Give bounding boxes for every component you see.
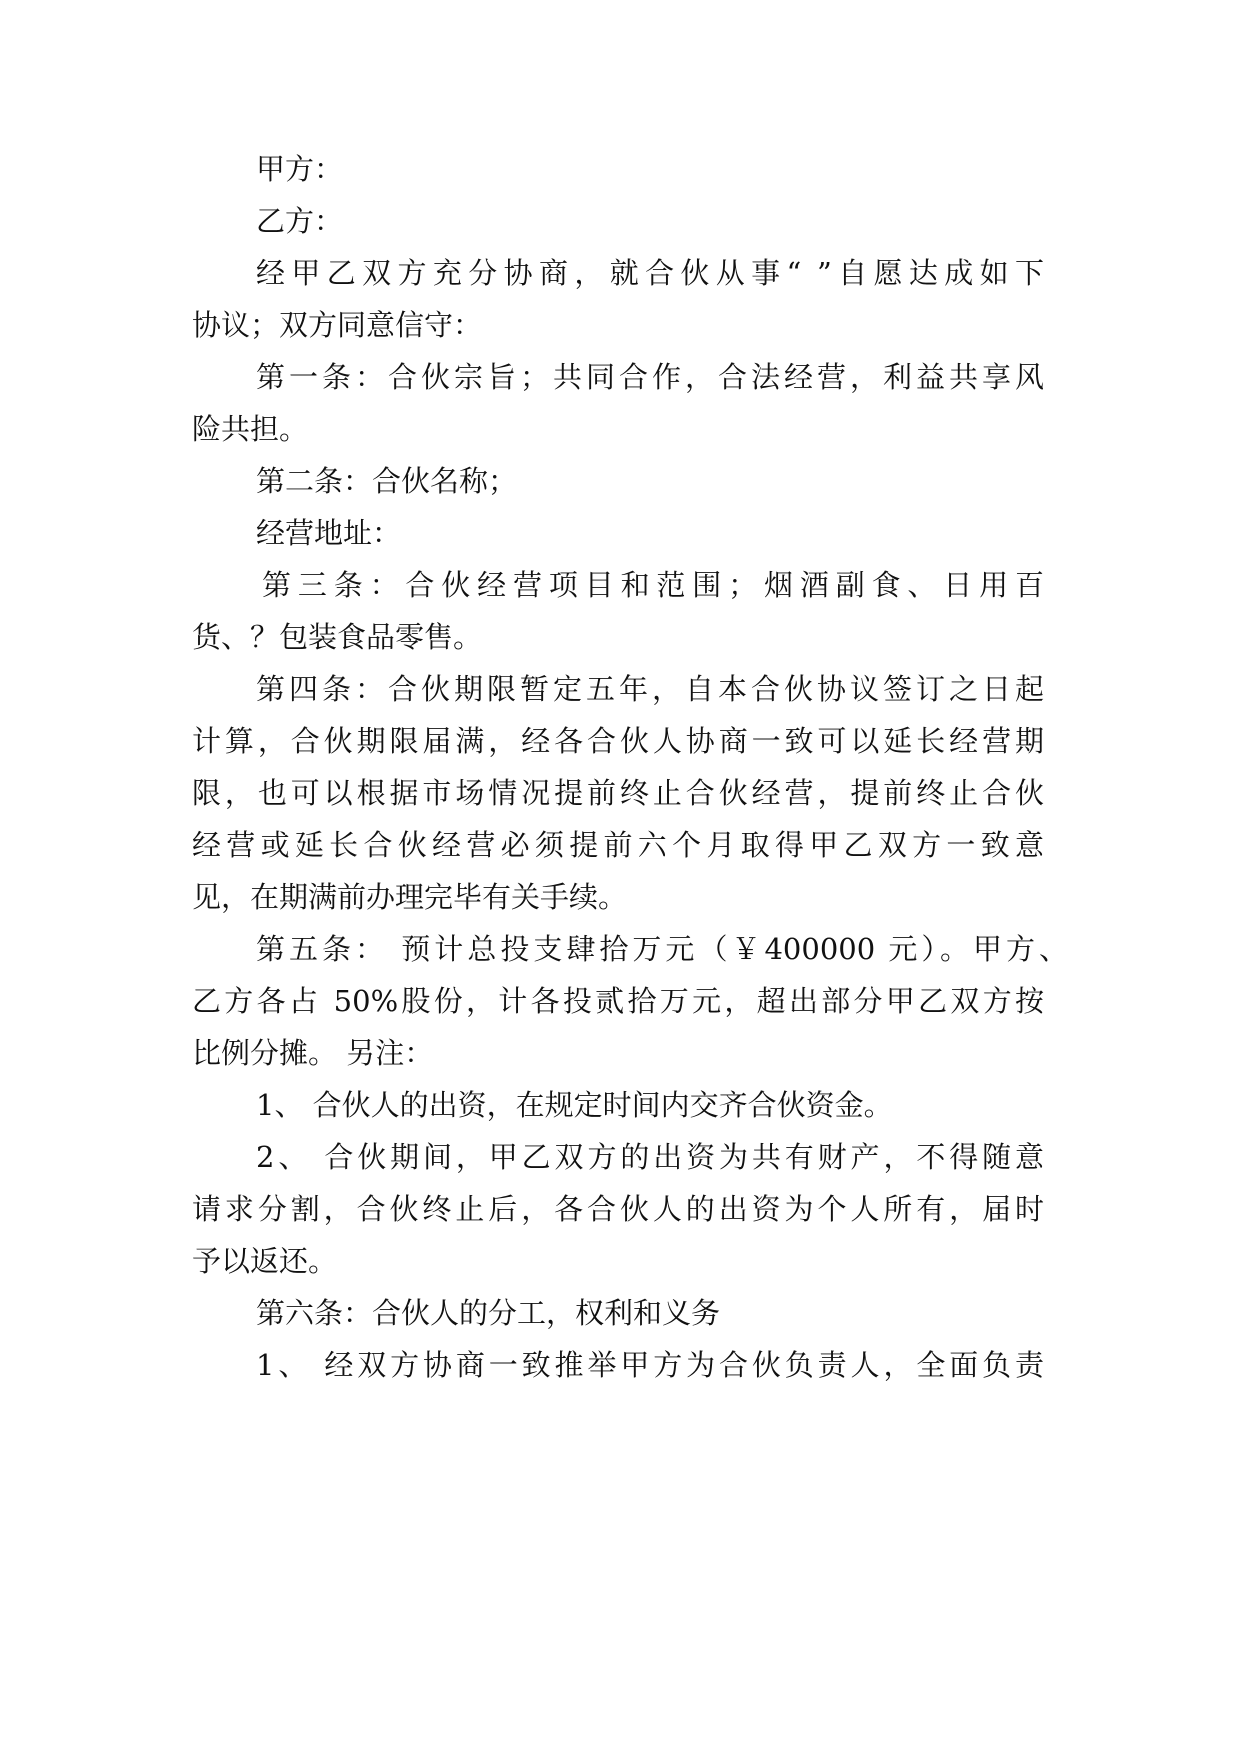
article-3-line-1: 第三条：合伙经营项目和范围；烟酒副食、日用百 [262,568,1044,602]
article-4-line-4: 经营或延长合伙经营必须提前六个月取得甲乙双方一致意 [192,828,1044,862]
article-6-item-1-line: 1、 经双方协商一致推举甲方为合伙负责人，全面负责 [256,1348,1044,1382]
article-3-line-2: 货、？包装食品零售。 [192,620,483,654]
article-4-line-1: 第四条：合伙期限暂定五年，自本合伙协议签订之日起 [256,672,1044,706]
article-4-line-3: 限，也可以根据市场情况提前终止合伙经营，提前终止合伙 [192,776,1044,810]
business-address-line: 经营地址： [256,516,402,550]
note-2-line-2: 请求分割，合伙终止后，各合伙人的出资为个人所有，届时 [192,1192,1044,1226]
preamble-line-1: 经甲乙双方充分协商，就合伙从事“ ”自愿达成如下 [256,256,1044,290]
article-1-line-2: 险共担。 [192,412,309,446]
article-4-line-5: 见，在期满前办理完毕有关手续。 [192,880,628,914]
note-1-line: 1、 合伙人的出资，在规定时间内交齐合伙资金。 [256,1088,893,1122]
note-2-line-3: 予以返还。 [192,1244,338,1278]
party-a-line: 甲方： [256,152,344,186]
party-b-line: 乙方： [256,204,344,238]
article-5-line-1: 第五条： 预计总投支肆拾万元（￥400000 元）。甲方、 [256,932,1068,966]
article-5-line-3: 比例分摊。 另注： [192,1036,434,1070]
article-6-line: 第六条：合伙人的分工，权利和义务 [256,1296,721,1330]
article-4-line-2: 计算，合伙期限届满，经各合伙人协商一致可以延长经营期 [192,724,1044,758]
article-2-line: 第二条：合伙名称； [256,464,518,498]
article-1-line-1: 第一条：合伙宗旨；共同合作，合法经营，利益共享风 [256,360,1044,394]
article-5-line-2: 乙方各占 50%股份，计各投贰拾万元，超出部分甲乙双方按 [192,984,1044,1018]
preamble-line-2: 协议；双方同意信守： [192,308,483,342]
note-2-line-1: 2、 合伙期间，甲乙双方的出资为共有财产，不得随意 [256,1140,1044,1174]
